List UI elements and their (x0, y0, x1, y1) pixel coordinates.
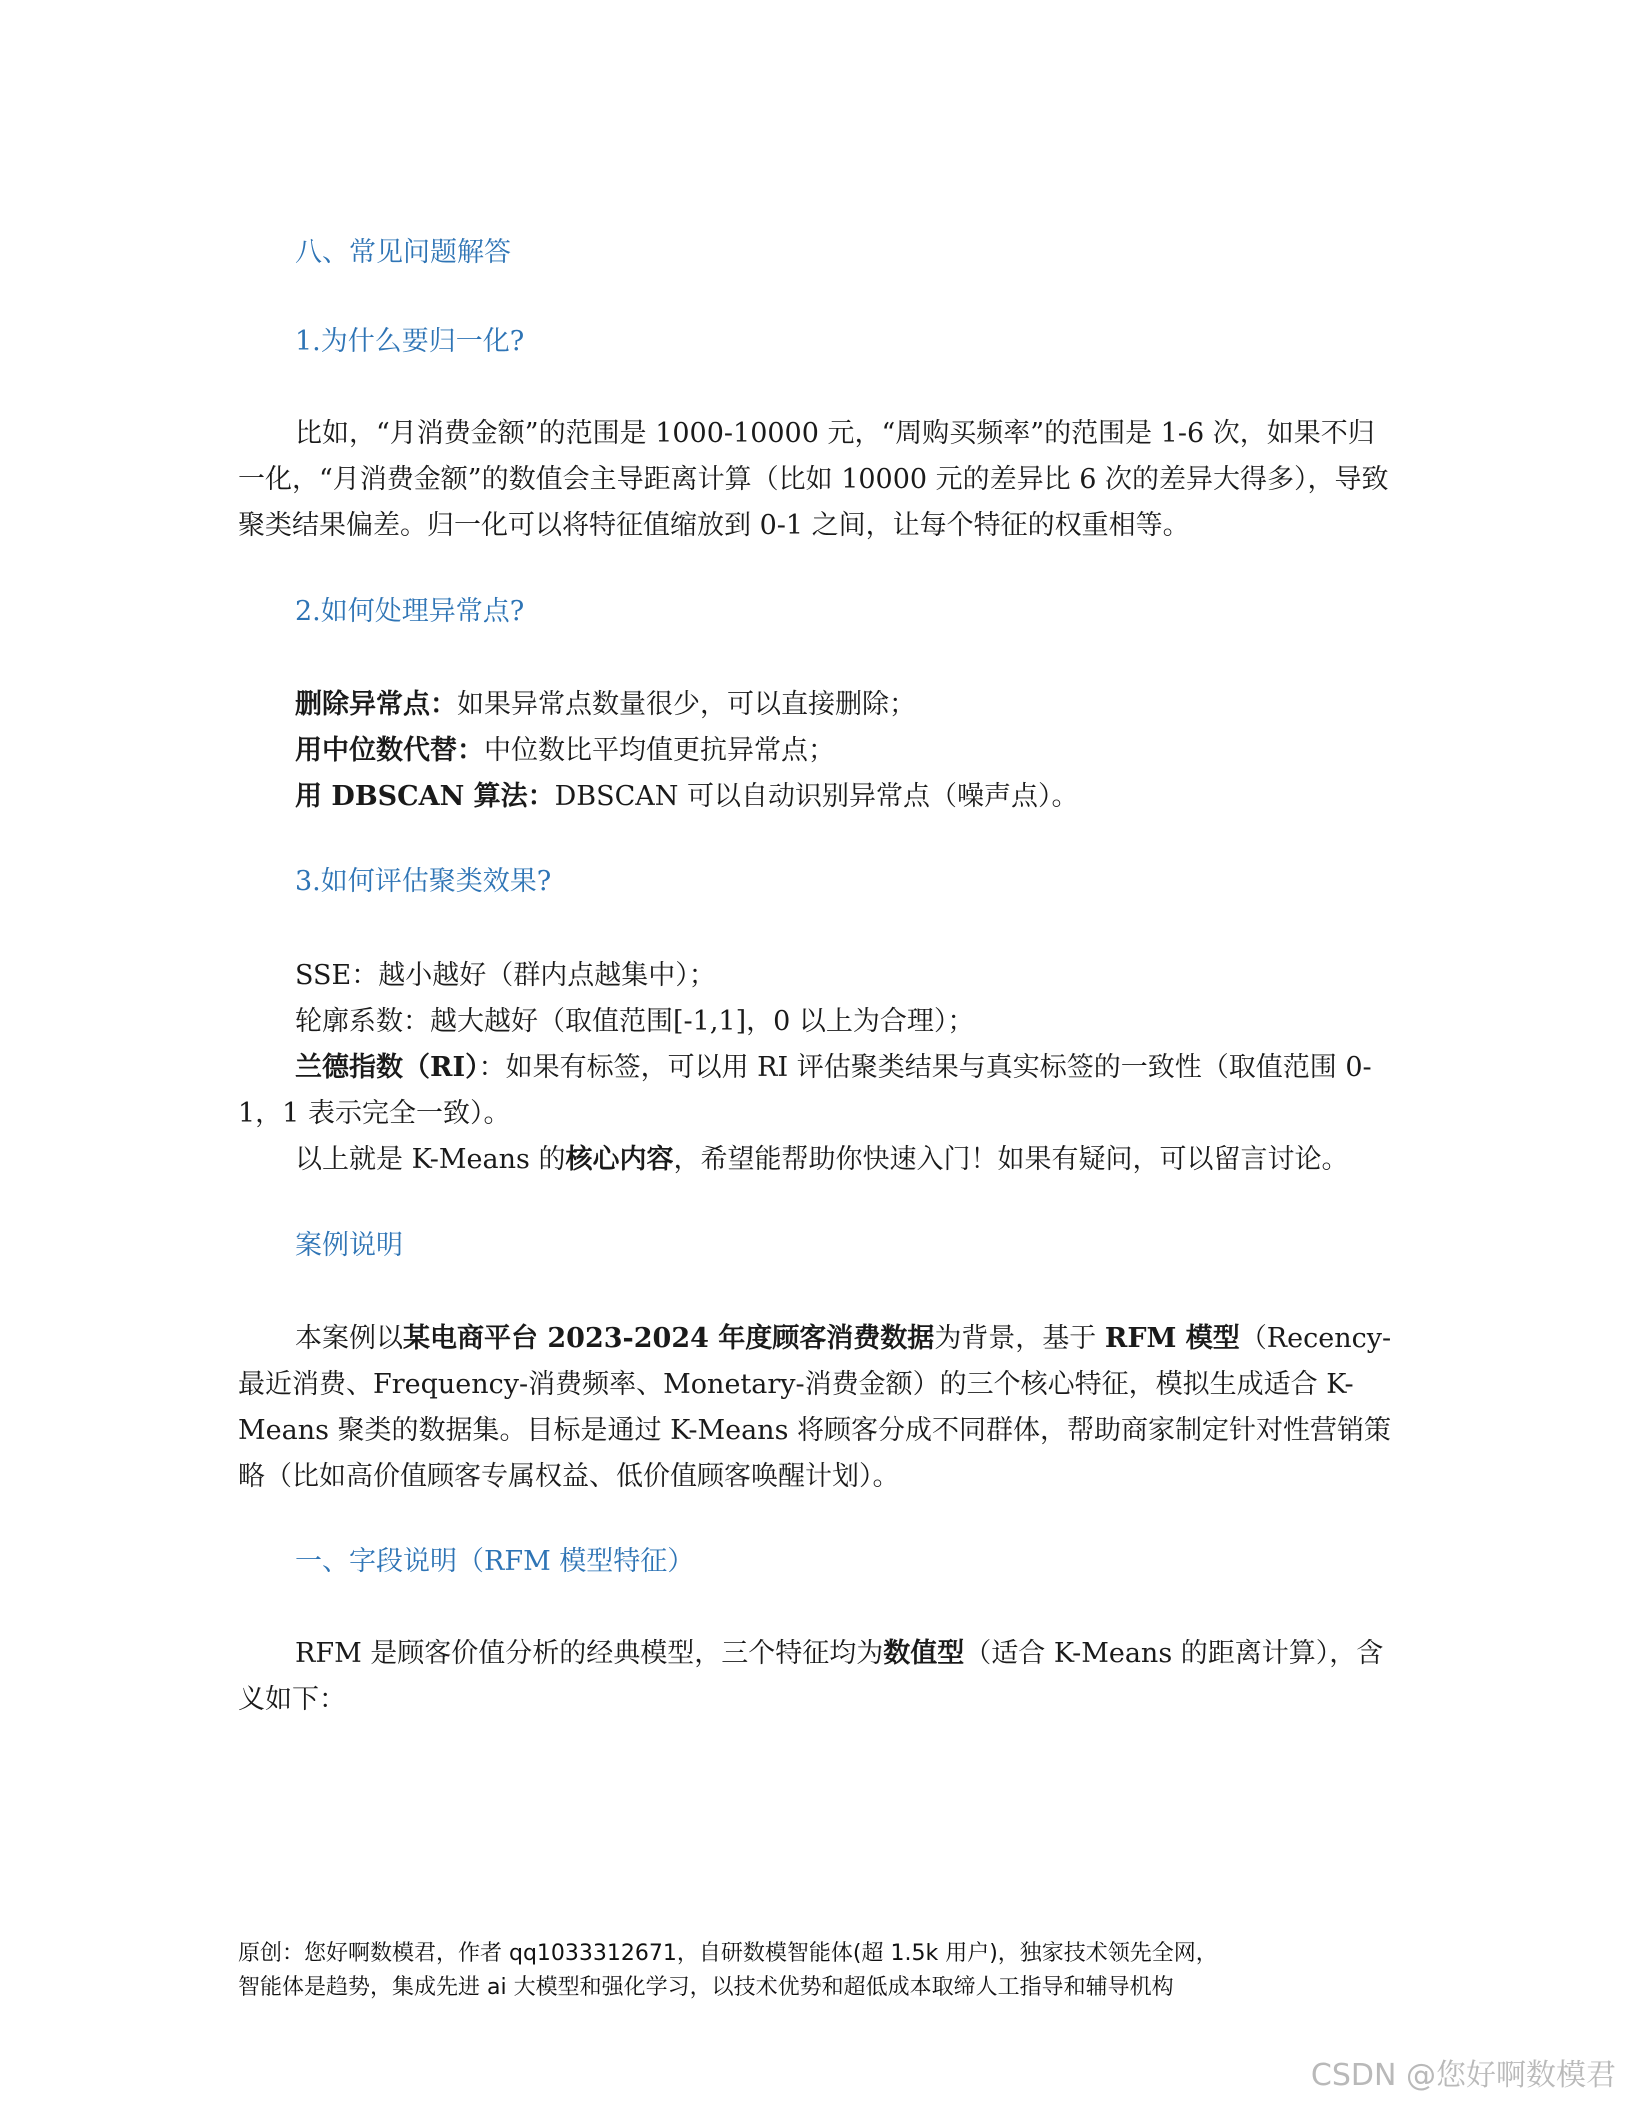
section-heading-faq: 八、常见问题解答 (295, 237, 511, 268)
list-item-silhouette: 轮廓系数：越大越好（取值范围[-1,1]，0 以上为合理）； (295, 1006, 975, 1037)
question-heading-outliers: 2.如何处理异常点? (295, 596, 525, 627)
case-heading: 案例说明 (295, 1230, 403, 1261)
question-heading-evaluation: 3.如何评估聚类效果? (295, 866, 552, 897)
list-item-separator: ： (527, 781, 555, 812)
fields-paragraph (238, 1631, 1394, 1723)
case-text-bold-rfm: RFM 模型 (1104, 1323, 1240, 1354)
csdn-watermark: CSDN @您好啊数模君 (1310, 2058, 1616, 2093)
list-item-text: 如果异常点数量很少，可以直接删除； (457, 689, 916, 720)
fields-text-post: （适合 K-Means 的距离计算），含义如下： (238, 1638, 1384, 1715)
paragraph-normalization: 比如，“月消费金额”的范围是 1000-10000 元，“周购买频率”的范围是 1-6 次，如果不归一化，“月消费金额”的数值会主导距离计算（比如 10000 元的差异比 6 次的差异大得多），导致聚类结果偏差。归一化可以将特征值缩放到 0-1 之间，让每个特征的权重相等。 (238, 418, 1389, 541)
list-item-text: 中位数比平均值更抗异常点； (484, 735, 835, 766)
case-text-post: （Recency-最近消费、Frequency-消费频率、Monetary-消费金额）的三个核心特征，模拟生成适合 K-Means 聚类的数据集。目标是通过 K-Means 将顾客分成不同群体，帮助商家制定针对性营销策略（比如高价值顾客专属权益、低价值顾客唤醒计划）。 (238, 1323, 1392, 1492)
closing-text-bold: 核心内容 (565, 1144, 674, 1175)
list-item-separator: ： (457, 735, 484, 766)
list-item-label: 用 DBSCAN 算法 (295, 781, 528, 812)
case-text-bold-dataset: 某电商平台 2023-2024 年度顾客消费数据 (403, 1323, 935, 1354)
case-text-mid: 为背景，基于 (934, 1323, 1105, 1354)
list-item-sse: SSE：越小越好（群内点越集中）； (295, 960, 716, 991)
fields-text-bold: 数值型 (883, 1638, 965, 1669)
list-item-label: 删除异常点 (295, 689, 430, 720)
footer-line-1: 原创：您好啊数模君，作者 qq1033312671，自研数模智能体(超 1.5k 用户)，独家技术领先全网， (238, 1941, 1218, 1966)
list-item-label: 用中位数代替 (295, 735, 457, 766)
rand-index-text: ：如果有标签，可以用 RI 评估聚类结果与真实标签的一致性（取值范围 0-1，1 表示完全一致）。 (238, 1052, 1372, 1129)
footer (238, 1937, 1394, 2005)
list-item-dbscan (238, 774, 1451, 820)
closing-text-post: ，希望能帮助你快速入门！如果有疑问，可以留言讨论。 (673, 1144, 1349, 1175)
list-item-median (238, 728, 1451, 774)
footer-line-2: 智能体是趋势，集成先进 ai 大模型和强化学习，以技术优势和超低成本取缔人工指导和辅导机构 (238, 1975, 1174, 2000)
case-paragraph (238, 1316, 1394, 1500)
list-item-text: DBSCAN 可以自动识别异常点（噪声点）。 (554, 781, 1079, 812)
list-item-separator: ： (430, 689, 457, 720)
list-item-remove-outliers (238, 682, 1451, 728)
rand-index-label: 兰德指数（RI） (295, 1052, 479, 1083)
fields-text-pre: RFM 是顾客价值分析的经典模型，三个特征均为 (295, 1638, 884, 1669)
fields-heading: 一、字段说明（RFM 模型特征） (295, 1546, 695, 1577)
list-item-rand-index (238, 1045, 1394, 1137)
closing-text-pre: 以上就是 K-Means 的 (295, 1144, 566, 1175)
case-text-pre: 本案例以 (295, 1323, 403, 1354)
closing-paragraph (238, 1137, 1451, 1183)
question-heading-normalization: 1.为什么要归一化? (295, 326, 525, 357)
